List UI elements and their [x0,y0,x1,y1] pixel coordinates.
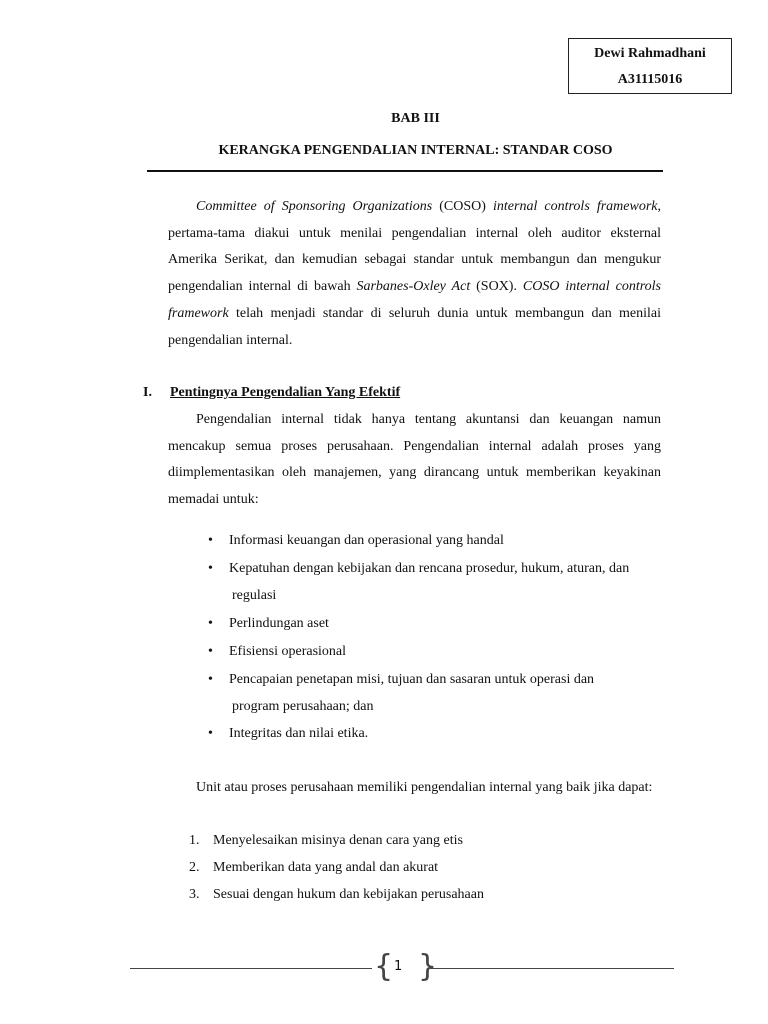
title-divider [147,170,663,172]
bullet-item: Perlindungan aset [229,616,329,631]
footer-brace-close: } [418,949,438,984]
chapter-title: KERANGKA PENGENDALIAN INTERNAL: STANDAR COSO [218,143,613,158]
intro-italic-7: COSO internal controls framework [168,279,661,321]
footer-rule-left [130,968,372,969]
unit-paragraph-text: Unit atau proses perusahaan memiliki pengendalian internal yang baik jika dapat: [196,780,653,795]
intro-text-6: (SOX). [470,279,523,295]
author-name: Dewi Rahmadhani [594,46,706,61]
chapter-label: BAB III [391,111,440,126]
intro-italic-1: Committee of Sponsoring Organizations [196,199,433,214]
bullet-dot: • [208,644,213,659]
footer-rule-right [430,968,674,969]
intro-paragraph [168,194,661,354]
intro-text-8: telah menjadi standar di seluruh dunia untuk membangun dan menilai pengendalian internal. [168,305,661,348]
bullet-item: Integritas dan nilai etika. [229,726,369,741]
numbered-item: Memberikan data yang andal dan akurat [213,860,439,875]
bullet-item: Kepatuhan dengan kebijakan dan rencana prosedur, hukum, aturan, dan [229,561,630,576]
bullet-item: Informasi keuangan dan operasional yang handal [229,533,504,548]
numbered-item: Menyelesaikan misinya denan cara yang etis [213,833,463,848]
section-paragraph-text: Pengendalian internal tidak hanya tentang akuntansi dan keuangan namun mencakup semua proses perusahaan. Pengendalian internal adalah proses yang diimplementasikan oleh manajemen, yang dirancang untuk memberikan keyakinan memadai untuk: [168,412,661,508]
footer-brace-open: { [374,949,394,984]
section-title: Pentingnya Pengendalian Yang Efektif [170,385,401,400]
intro-italic-3: internal controls framework [493,199,658,214]
bullet-item-continuation: program perusahaan; dan [232,699,374,714]
bullet-dot: • [208,616,213,631]
bullet-item-continuation: regulasi [232,588,277,603]
intro-italic-5: Sarbanes-Oxley Act [356,279,471,295]
bullet-item: Pencapaian penetapan misi, tujuan dan sasaran untuk operasi dan [229,672,595,687]
section-paragraph [168,407,661,514]
numbered-marker: 2. [189,860,200,875]
bullet-dot: • [208,672,213,687]
numbered-marker: 3. [189,887,200,902]
bullet-item: Efisiensi operasional [229,644,347,659]
author-box [568,38,732,94]
bullet-dot: • [208,726,213,741]
numbered-item: Sesuai dengan hukum dan kebijakan perusahaan [213,887,484,902]
intro-text-2: (COSO) [432,199,493,214]
section-number: I. [143,385,152,400]
page-number: 1 [394,959,403,974]
bullet-dot: • [208,533,213,548]
intro-text-4: , pertama-tama diakui untuk menilai pengendalian internal oleh auditor eksternal Amerika Serikat, dan kemudian sebagai standar untuk membangun dan mengukur pengendalian internal di bawah [168,199,662,295]
unit-paragraph [168,775,661,802]
bullet-dot: • [208,561,213,576]
numbered-marker: 1. [189,833,200,848]
student-id: A31115016 [617,72,683,87]
